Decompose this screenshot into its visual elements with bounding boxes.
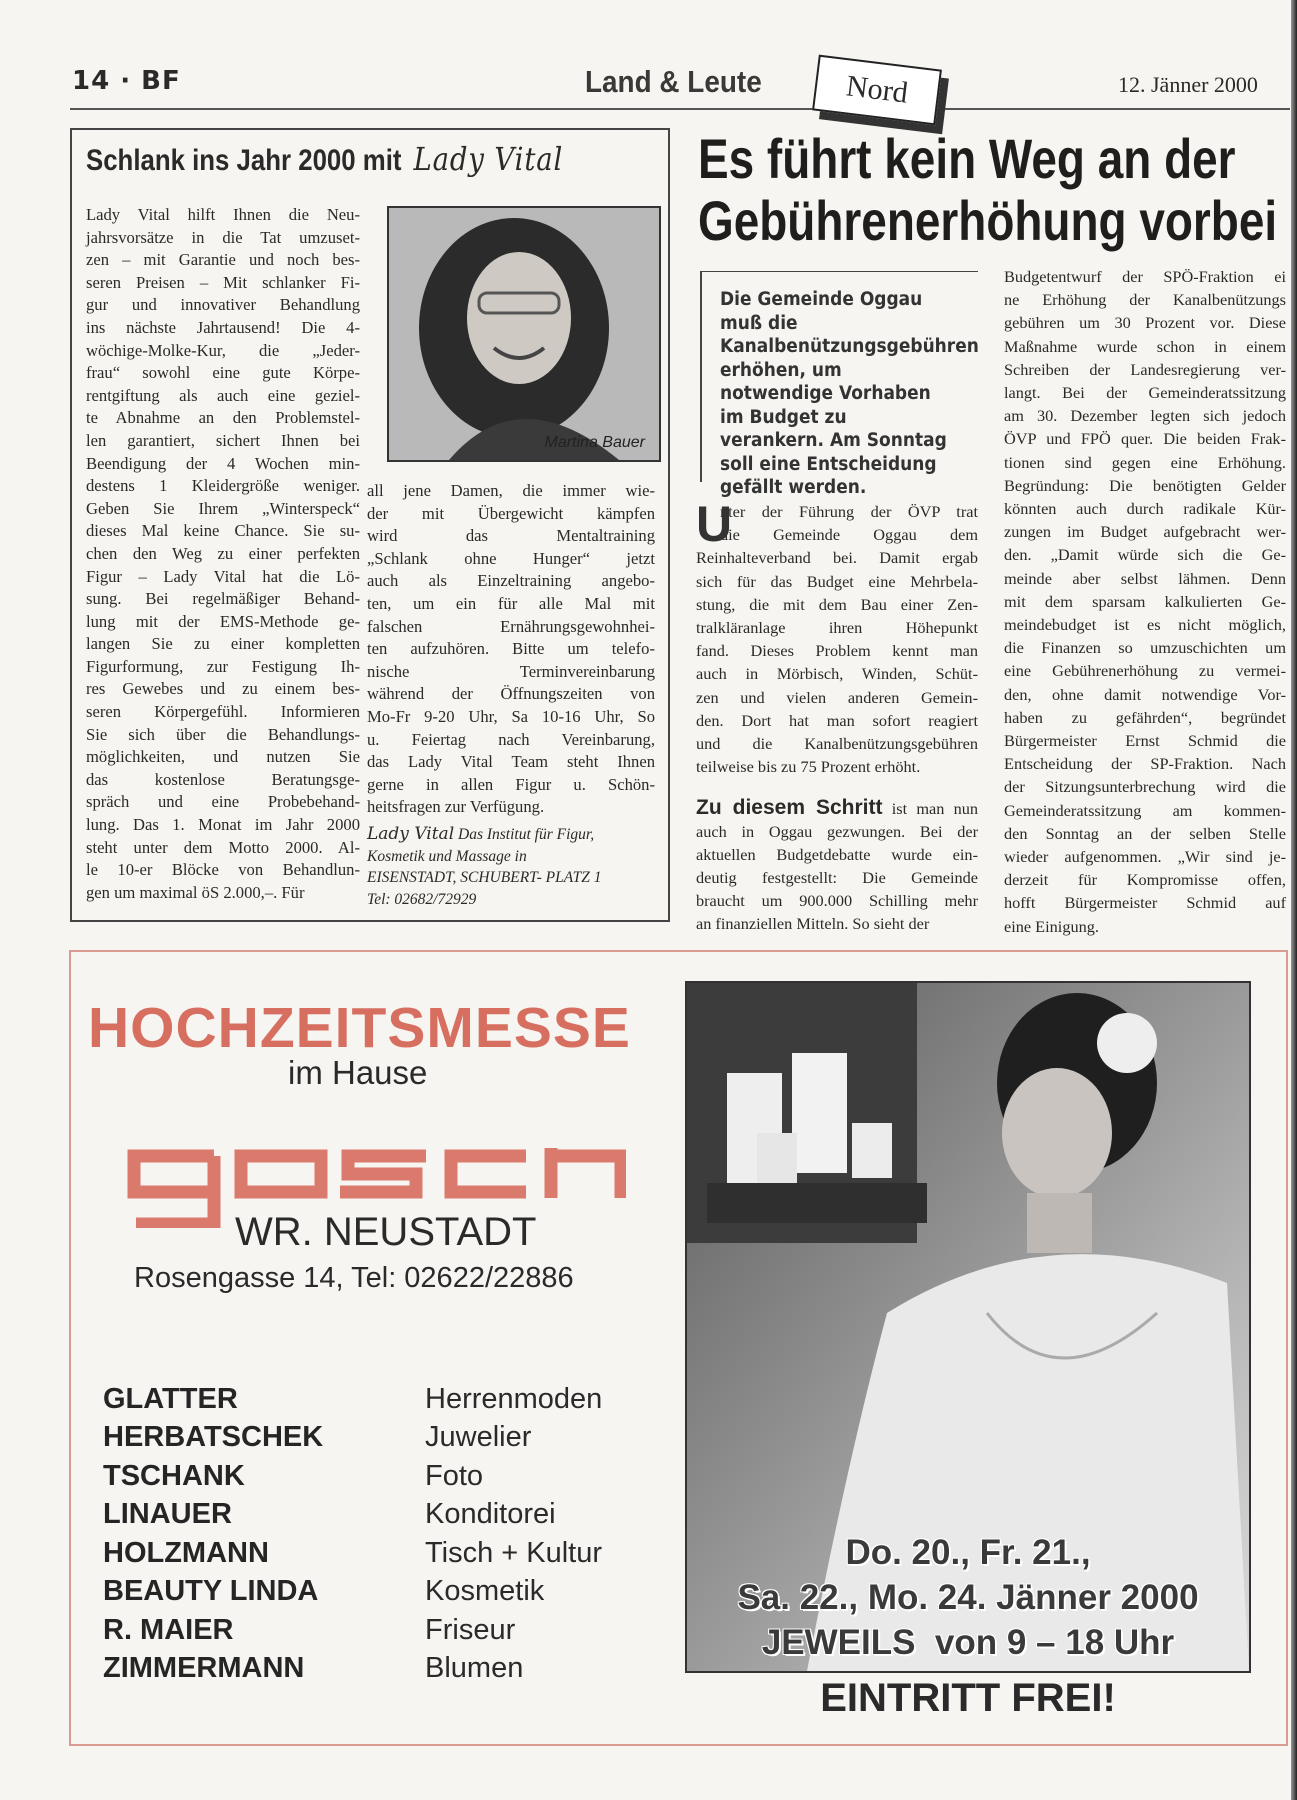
headline-line: Gebührenerhöhung vorbei xyxy=(698,189,1278,252)
dates-line: Sa. 22., Mo. 24. Jänner 2000 xyxy=(737,1578,1199,1617)
text-line: fand. Dieses Problem kennt man xyxy=(696,641,978,661)
article-column-2 xyxy=(1004,265,1286,938)
text-line: sich für das Budget eine Mehrbela- xyxy=(696,571,978,591)
vendor-name: R. MAIER xyxy=(103,1613,234,1646)
vendor-name: LINAUER xyxy=(103,1498,232,1531)
vendor-list xyxy=(103,1380,602,1688)
text-line: rentgiftung als auch eine geziel- xyxy=(86,385,360,405)
text-line: res Gewebes und zu einem bes- xyxy=(86,679,360,699)
text-line: steht unter dem Motto 2000. Al- xyxy=(86,837,360,857)
lady-vital-title-text: Schlank ins Jahr 2000 mit xyxy=(86,144,402,177)
ad-city: WR. NEUSTADT xyxy=(235,1210,537,1254)
text-line: ne Erhöhung der Kanalbenützungs xyxy=(1004,290,1286,310)
lady-vital-column-1 xyxy=(86,204,360,904)
text-line: lung. Das 1. Monat im Jahr 2000 xyxy=(86,815,360,835)
photo-caption: Martina Bauer xyxy=(544,434,645,451)
vendor-name: HOLZMANN xyxy=(103,1536,269,1569)
article-column-1b xyxy=(696,796,978,935)
vendor-category: Tisch + Kultur xyxy=(425,1536,603,1569)
text-line: wieder aufgenommen. „Wir sind je- xyxy=(1004,847,1286,867)
text-line: nter der Führung der ÖVP trat xyxy=(720,502,978,521)
issue-date: 12. Jänner 2000 xyxy=(1118,72,1258,97)
text-line: an finanziellen Mitteln. So sieht der xyxy=(696,914,930,933)
text-line: falschen Ernährungsgewohnhei- xyxy=(367,616,655,636)
signature-line: Das Institut für Figur, xyxy=(458,826,595,843)
text-line: „Schlank ohne Hunger“ jetzt xyxy=(367,548,655,568)
text-line: le 10-er Blöcke von Behandlun- xyxy=(86,860,360,880)
text-line: Reinhalteverband bei. Damit ergab xyxy=(696,548,978,568)
vendor-category: Foto xyxy=(425,1459,484,1492)
text-line: stung, die mit dem Bau einer Zen- xyxy=(696,594,978,614)
text-line: braucht um 900.000 Schilling mehr xyxy=(696,891,978,910)
dates-line: JEWEILS von 9 – 18 Uhr xyxy=(761,1623,1175,1662)
text-line: könnten auch durch radikale Kür- xyxy=(1004,499,1286,519)
text-line: auch in Oggau gezwungen. Bei der xyxy=(696,822,978,841)
drop-cap: U xyxy=(696,496,733,552)
text-line: zen und vielen anderen Gemein- xyxy=(696,687,978,707)
text-line: Geben Sie Ihrem „Winterspeck“ xyxy=(86,498,360,518)
region-tag: Nord xyxy=(812,55,942,126)
text-line: u. Feiertag nach Vereinbarung, xyxy=(367,729,655,749)
text-line: ÖVP und FPÖ quer. Die beiden Frak- xyxy=(1004,429,1286,449)
text-line: Budgetentwurf der SPÖ-Fraktion ei xyxy=(1004,267,1286,286)
vendor-category: Konditorei xyxy=(425,1498,556,1531)
header-rule xyxy=(70,108,1290,110)
text-line: mit dem sparsam kalkulierten Ge- xyxy=(1004,591,1286,611)
ad-address: Rosengasse 14, Tel: 02622/22886 xyxy=(134,1262,574,1294)
ad-title: HOCHZEITSMESSE xyxy=(88,996,631,1060)
text-line: Schreiben der Landesregierung ver- xyxy=(1004,359,1286,379)
text-line: meindebudget ist es nicht möglich, xyxy=(1004,615,1286,635)
vendor-name: ZIMMERMANN xyxy=(103,1652,305,1685)
article-paragraph-2 xyxy=(696,820,978,935)
signature-logo: Lady Vital xyxy=(367,824,455,844)
vendor-category: Friseur xyxy=(425,1613,516,1646)
article-column-1 xyxy=(696,496,978,778)
text-line: Figur – Lady Vital hat die Lö- xyxy=(86,566,360,586)
signature-line: Kosmetik und Massage in xyxy=(367,847,527,865)
text-line: während der Öffnungszeiten von xyxy=(367,684,655,704)
vendor-category: Juwelier xyxy=(425,1421,532,1454)
text-line xyxy=(696,796,978,820)
text-line: tralkläranlage ihren Höhepunkt xyxy=(696,618,978,638)
article-headline xyxy=(698,128,1277,252)
text-line: Lady Vital hilft Ihnen die Neu- xyxy=(86,205,360,224)
text-line: der mit Übergewicht kämpfen xyxy=(367,503,655,523)
text-line: Bürgermeister Ernst Schmid die xyxy=(1004,731,1286,751)
text-line: chen den Weg zu einer perfekten xyxy=(86,543,360,563)
lady-vital-logo: Lady Vital xyxy=(413,140,564,178)
text-line: seren Körpergefühl. Informieren xyxy=(86,702,360,722)
vendor-row xyxy=(103,1534,602,1573)
vendor-row xyxy=(103,1611,602,1650)
text-line: Maßnahme wurde schon in einem xyxy=(1004,336,1286,356)
headline-line: Es führt kein Weg an der xyxy=(698,127,1236,190)
signature-line: EISENSTADT, SCHUBERT- PLATZ 1 xyxy=(367,869,602,886)
vendor-name: BEAUTY LINDA xyxy=(103,1575,319,1608)
text-line: hofft Bürgermeister Schmid auf xyxy=(1004,893,1286,913)
text-line: meinde aber selbst lähmen. Denn xyxy=(1004,568,1286,588)
text-line: das kostenlose Beratungsge- xyxy=(86,769,360,789)
text-line: te Abnahme an den Problemstel- xyxy=(86,408,360,428)
text-line: das Lady Vital Team steht Ihnen xyxy=(367,752,655,772)
vendor-row xyxy=(103,1457,602,1496)
text-line: lung mit der EMS-Methode ge- xyxy=(86,611,360,631)
text-line: tionen sind gegen eine Erhöhung. xyxy=(1004,452,1286,472)
text-line: jahrsvorsätze in die Tat umzuset- xyxy=(86,227,360,247)
text-line: gur und innovativer Behandlung xyxy=(86,295,360,315)
section-title: Land & Leute xyxy=(585,64,762,99)
article-lead: Die Gemeinde Oggau muß die Kanalbenützungsgebühren erhöhen, um notwendige Vorhaben im Budget zu verankern. Am Sonntag soll eine Entscheidung gefällt werden. xyxy=(720,289,979,498)
dates-line: Do. 20., Fr. 21., xyxy=(845,1533,1091,1572)
text-line: all jene Damen, die immer wie- xyxy=(367,481,655,500)
vendor-row xyxy=(103,1650,602,1689)
text-line: die Finanzen so umzuschichten um xyxy=(1004,638,1286,658)
vendor-category: Blumen xyxy=(425,1652,524,1685)
text-line: auch als Einzeltraining angebo- xyxy=(367,571,655,591)
text-line: zen – mit Garantie und noch bes- xyxy=(86,250,360,270)
fair-dates xyxy=(685,1530,1251,1665)
vendor-category: Herrenmoden xyxy=(425,1382,603,1415)
text-line: haben zu gefährden“, begründet xyxy=(1004,707,1286,727)
text-line: ins nächste Jahrtausend! Die 4- xyxy=(86,317,360,337)
text-line: spräch und eine Probebehand- xyxy=(86,792,360,812)
text-line: am 30. Dezember legten sich jedoch xyxy=(1004,406,1286,426)
text-line: Figurformung, zur Festigung Ih- xyxy=(86,656,360,676)
signature-line: Tel: 02682/72929 xyxy=(367,890,477,908)
text-line: gerne in allen Figur u. Schön- xyxy=(367,774,655,794)
text-line: ten aufzuhören. Bitte um telefo- xyxy=(367,639,655,659)
ad-subtitle: im Hause xyxy=(288,1054,428,1091)
text-line: dieses Mal keine Chance. Sie su- xyxy=(86,521,360,541)
text-line: sung. Bei regelmäßiger Behand- xyxy=(86,589,360,609)
text-line: den. Dort hat man sofort reagiert xyxy=(696,710,978,730)
text-line: den. „Damit würde sich die Ge- xyxy=(1004,545,1286,565)
lady-vital-title xyxy=(86,140,563,178)
run-in-heading: Zu diesem Schritt xyxy=(696,796,883,819)
free-entry: EINTRITT FREI! xyxy=(820,1676,1116,1720)
text-line: langen Sie zu einer kompletten xyxy=(86,634,360,654)
page-binding-edge xyxy=(1291,0,1297,1800)
text-line: seren Preisen – Mit schlanker Fi- xyxy=(86,272,360,292)
vendor-row xyxy=(103,1573,602,1612)
text-line: zungen im Budget aufgebracht wer- xyxy=(1004,522,1286,542)
run-in-rest: ist man nun xyxy=(882,799,979,818)
vendor-row xyxy=(103,1496,602,1535)
vendor-row xyxy=(103,1419,602,1458)
lady-vital-column-2 xyxy=(367,480,655,819)
portrait-photo xyxy=(387,206,661,462)
text-line: wird das Mentaltraining xyxy=(367,526,655,546)
page-number: 14 · BF xyxy=(72,66,181,96)
text-line: auch in Mörbisch, Winden, Schüt- xyxy=(696,664,978,684)
text-line: deutig festgestellt: Die Gemeinde xyxy=(696,868,978,887)
vendor-name: TSCHANK xyxy=(103,1459,245,1492)
text-line: gebühren um 30 Prozent vor. Diese xyxy=(1004,313,1286,333)
vendor-name: HERBATSCHEK xyxy=(103,1421,324,1454)
text-line: Beendigung der 4 Wochen min- xyxy=(86,453,360,473)
text-line: den Sonntag an der selben Stelle xyxy=(1004,823,1286,843)
text-line: Sie sich über die Behandlungs- xyxy=(86,724,360,744)
text-line: Begründung: Die benötigten Gelder xyxy=(1004,475,1286,495)
vendor-category: Kosmetik xyxy=(425,1575,545,1608)
portrait-image xyxy=(389,208,659,460)
text-line: eine Gebührenerhöhung zu vermei- xyxy=(1004,661,1286,681)
text-line: Gemeinderatssitzung am kommen- xyxy=(1004,800,1286,820)
text-line: und die Kanalbenützungsgebühren xyxy=(696,734,978,754)
text-line: der Sitzungsunterbrechung wird die xyxy=(1004,777,1286,797)
logo-text: gosch xyxy=(126,1148,129,1149)
vendor-row xyxy=(103,1380,602,1419)
text-line: gen um maximal öS 2.000,–. Für xyxy=(86,882,305,902)
vendor-name: GLATTER xyxy=(103,1382,238,1415)
text-line: den, ohne damit notwendige Vor- xyxy=(1004,684,1286,704)
text-line: Entscheidung der SP-Fraktion. Nach xyxy=(1004,754,1286,774)
text-line: derzeit für Kompromisse offen, xyxy=(1004,870,1286,890)
text-line: heitsfragen zur Verfügung. xyxy=(367,797,545,817)
text-line: eine Einigung. xyxy=(1004,916,1099,936)
text-line: aktuellen Budgetdebatte wurde ein- xyxy=(696,845,978,864)
text-line: nische Terminvereinbarung xyxy=(367,661,655,681)
text-line: möglichkeiten, und nutzen Sie xyxy=(86,747,360,767)
lady-vital-signature xyxy=(367,824,662,910)
text-line: teilweise bis zu 75 Prozent erhöht. xyxy=(696,757,921,777)
text-line: Mo-Fr 9-20 Uhr, Sa 10-16 Uhr, So xyxy=(367,706,655,726)
article-paragraph-1 xyxy=(696,496,978,778)
text-line: langt. Bei der Gemeinderatssitzung xyxy=(1004,383,1286,403)
text-line: frau“ sowohl eine gute Körpe- xyxy=(86,363,360,383)
text-line: die Gemeinde Oggau dem xyxy=(720,525,978,545)
text-line: ten, um ein für alle Mal mit xyxy=(367,593,655,613)
text-line: len garantiert, sichert Ihnen bei xyxy=(86,430,360,450)
text-line: destens 1 Kleidergröße weniger. xyxy=(86,476,360,496)
text-line: wöchige-Molke-Kur, die „Jeder- xyxy=(86,340,360,360)
